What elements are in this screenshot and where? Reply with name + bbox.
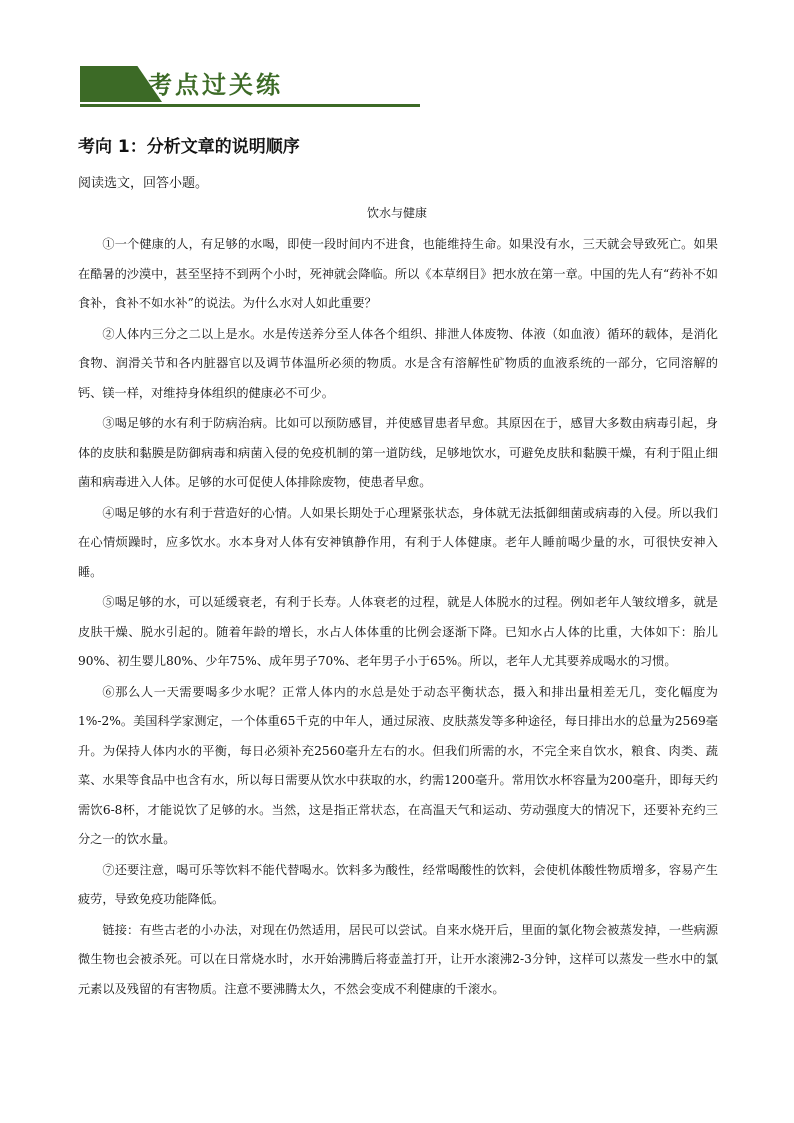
paragraph-3: ③喝足够的水有利于防病治病。比如可以预防感冒，并使感冒患者早愈。其原因在于，感冒大多数由病毒引起，身体的皮肤和黏膜是防御病毒和病菌入侵的免疫机制的第一道防线，足够地饮水，可避免皮肤和黏膜干燥，有利于阻止细菌和病毒进入人体。足够的水可促使人体排除废物，使患者早愈。 [78,416,718,489]
paragraph-5: ⑤喝足够的水，可以延缓衰老，有利于长寿。人体衰老的过程，就是人体脱水的过程。例如老年人皱纹增多，就是皮肤干燥、脱水引起的。随着年龄的增长，水占人体体重的比例会逐渐下降。已知水占人体的比重，大体如下：胎儿90%、初生婴儿80%、少年75%、成年男子70%、老年男子小于65%。所以，老年人尤其要养成喝水的习惯。 [78,595,718,668]
paragraph-2: ②人体内三分之二以上是水。水是传送养分至人体各个组织、排泄人体废物、体液（如血液）循环的载体，是消化食物、润滑关节和各内脏器官以及调节体温所必须的物质。水是含有溶解性矿物质的血液系统的一部分，它同溶解的钙、镁一样，对维持身体组织的健康必不可少。 [78,326,718,400]
paragraph-1: ①一个健康的人，有足够的水喝，即使一段时间内不进食，也能维持生命。如果没有水，三天就会导致死亡。如果在酷暑的沙漠中，甚至坚持不到两个小时，死神就会降临。所以《本草纲目》把水放在第一章。中国的先人有“药补不如食补，食补不如水补”的说法。为什么水对人如此重要？ [78,237,718,310]
banner-underline [80,104,420,107]
article-body [78,230,718,1004]
paragraph-7: ⑦还要注意，喝可乐等饮料不能代替喝水。饮料多为酸性，经常喝酸性的饮料，会使机体酸性物质增多，容易产生疲劳，导致免疫功能降低。 [78,862,718,906]
link-text: 有些古老的小办法，对现在仍然适用，居民可以尝试。自来水烧开后，里面的氯化物会被蒸发掉，一些病源微生物也会被杀死。可以在日常烧水时，水开始沸腾后将壶盖打开，让开水滚沸2-3分钟，这样可以蒸发一些水中的氯元素以及残留的有害物质。注意不要沸腾太久，不然会变成不利健康的千滚水。 [78,922,719,996]
section-banner [80,66,420,110]
paragraph-4: ④喝足够的水有利于营造好的心情。人如果长期处于心理紧张状态，身体就无法抵御细菌或病毒的入侵。所以我们在心情烦躁时，应多饮水。水本身对人体有安神镇静作用，有利于人体健康。老年人睡前喝少量的水，可很快安神入睡。 [78,505,718,579]
paragraph-6: ⑥那么人一天需要喝多少水呢？正常人体内的水总是处于动态平衡状态，摄入和排出量相差无几，变化幅度为1%-2%。美国科学家测定，一个体重65千克的中年人，通过尿液、皮肤蒸发等多种途径，每日排出水的总量为2569毫升。为保持人体内水的平衡，每日必须补充2560毫升左右的水。但我们所需的水，不完全来自饮水，粮食、肉类、蔬菜、水果等食品中也含有水，所以每日需要从饮水中获取的水，约需1200毫升。常用饮水杯容量为200毫升，即每天约需饮6-8杯，才能说饮了足够的水。当然，这是指正常状态，在高温天气和运动、劳动强度大的情况下，还要补充约三分之一的饮水量。 [78,684,718,846]
link-paragraph [78,916,718,1005]
article-title: 饮水与健康 [366,206,427,220]
link-label: 链接： [102,922,140,937]
instruction-text: 阅读选文，回答小题。 [78,176,209,191]
section-heading: 考向 1：分析文章的说明顺序 [78,137,300,157]
banner-title: 考点过关练 [148,70,283,99]
